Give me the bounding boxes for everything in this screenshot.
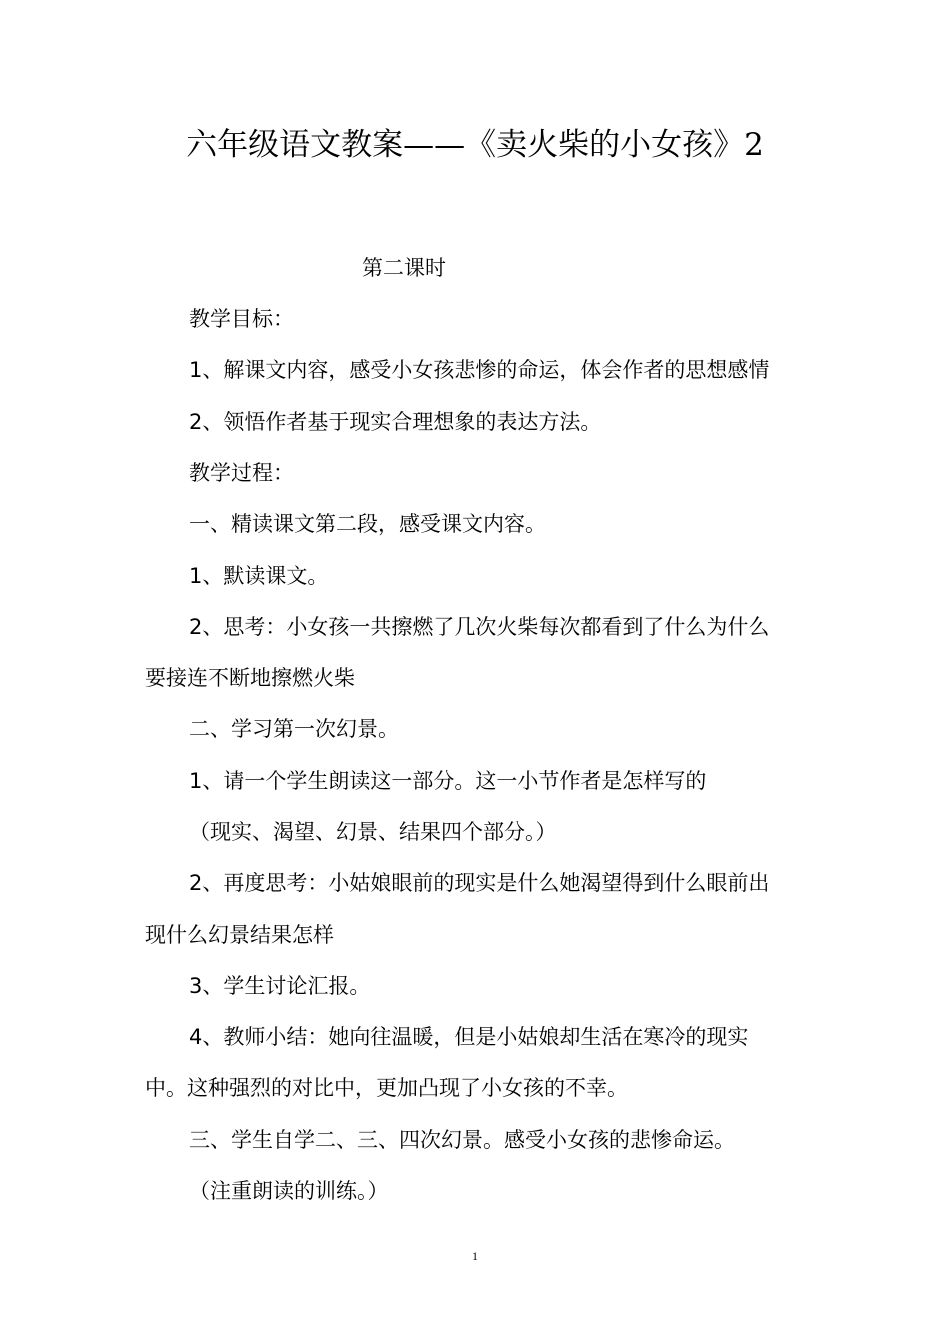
paragraph-line: 一、精读课文第二段，感受课文内容。 [189,512,546,536]
paragraph-line: 1、解课文内容，感受小女孩悲惨的命运，体会作者的思想感情 [189,358,770,382]
paragraph-line: 2、领悟作者基于现实合理想象的表达方法。 [189,410,602,434]
paragraph-line: 2、思考：小女孩一共擦燃了几次火柴每次都看到了什么为什么 [189,615,770,639]
paragraph-line: 3、学生讨论汇报。 [189,974,371,998]
paragraph-line: 1、默读课文。 [189,564,329,588]
page-number: 1 [472,1249,478,1263]
paragraph-line: （注重朗读的训练。） [189,1179,389,1203]
paragraph-line: 中。这种强烈的对比中，更加凸现了小女孩的不幸。 [145,1076,628,1100]
paragraph-line: 二、学习第一次幻景。 [189,717,399,741]
paragraph-line: 教学目标： [189,307,294,331]
paragraph-line: 1、请一个学生朗读这一部分。这一小节作者是怎样写的 [189,769,707,793]
paragraph-line: 现什么幻景结果怎样 [145,923,334,947]
paragraph-line: （现实、渴望、幻景、结果四个部分。） [189,820,557,844]
lesson-heading: 第二课时 [362,256,446,280]
document-title: 六年级语文教案——《卖火柴的小女孩》2 [186,127,764,163]
paragraph-line: 教学过程： [189,461,294,485]
paragraph-line: 三、学生自学二、三、四次幻景。感受小女孩的悲惨命运。 [189,1128,735,1152]
paragraph-line: 要接连不断地擦燃火柴 [145,666,355,690]
paragraph-line: 4、教师小结：她向往温暖，但是小姑娘却生活在寒冷的现实 [189,1025,749,1049]
paragraph-line: 2、再度思考：小姑娘眼前的现实是什么她渴望得到什么眼前出 [189,871,770,895]
